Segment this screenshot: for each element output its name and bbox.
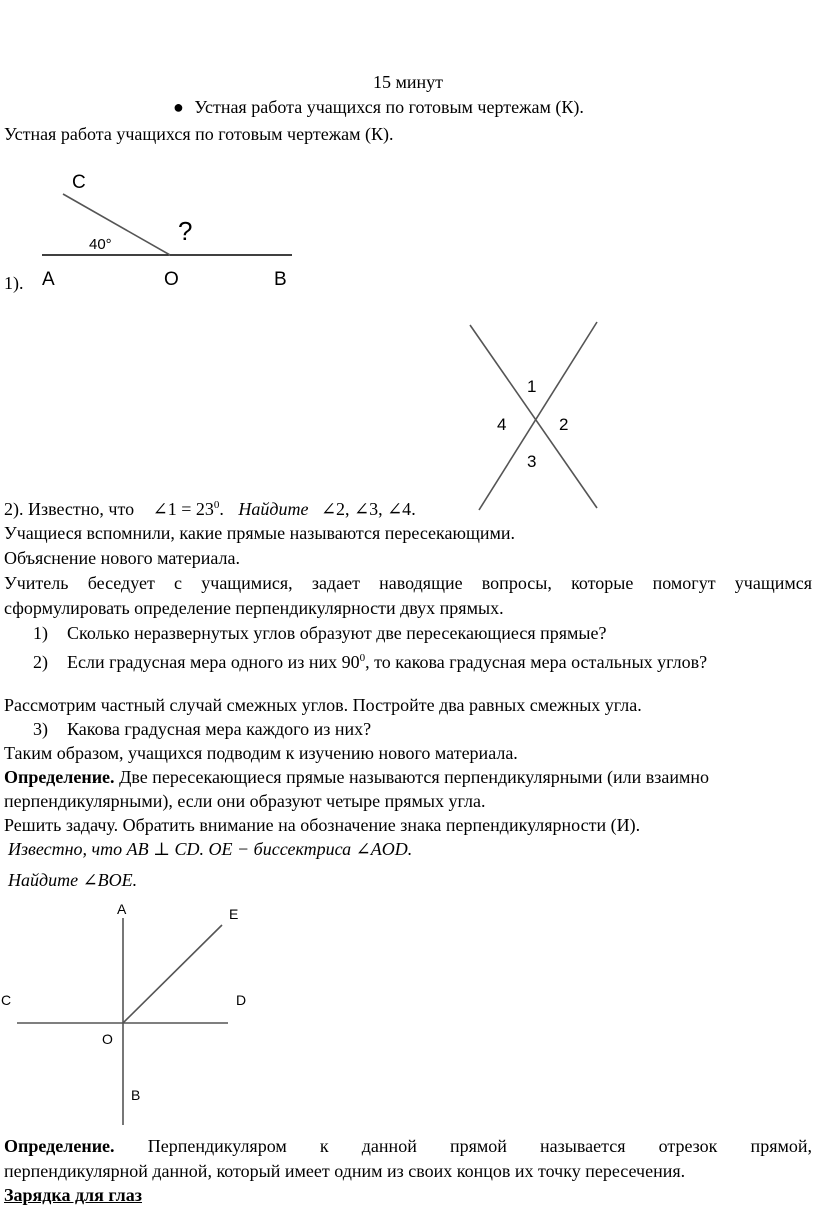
question-1-text: Сколько неразвернутых углов образуют две пересекающиеся прямые? [67, 623, 607, 643]
task2-find-angles: ∠2, ∠3, ∠4 [320, 499, 412, 519]
point-label-o: O [102, 1031, 113, 1047]
point-label-c: C [72, 172, 86, 193]
task2-given-value: ∠1 = 23 [152, 499, 214, 519]
definition-1-line1: Две пересекающиеся прямые называются перпендикулярными (или взаимно [114, 767, 709, 787]
paragraph-adjacent-angles: Рассмотрим частный случай смежных углов. Постройте два равных смежных угла. [4, 695, 642, 715]
point-label-c: C [1, 992, 12, 1008]
question-2-text-post: , то какова градусная мера остальных углов? [365, 652, 708, 672]
paragraph-teacher-line2: сформулировать определение перпендикулярности двух прямых. [4, 598, 504, 618]
definition-2-title: Определение. [4, 1136, 115, 1156]
question-3-number: 3) [33, 719, 48, 739]
bullet-item-text: Устная работа учащихся по готовым чертежам (К). [194, 97, 584, 117]
paragraph-conclusion: Таким образом, учащихся подводим к изучению нового материала. [4, 743, 518, 763]
definition-2-line2: перпендикулярной данной, который имеет одним из своих концов их точку пересечения. [4, 1161, 686, 1181]
definition-perpendicular-segment-line1 [4, 1135, 812, 1157]
definition-1-title: Определение. [4, 767, 115, 787]
point-label-b: B [274, 269, 287, 290]
paragraph-solve-task: Решить задачу. Обратить внимание на обозначение знака перпендикулярности (И). [4, 815, 641, 835]
eye-exercise-heading [4, 1184, 142, 1206]
point-label-a: A [42, 269, 55, 290]
ray-oe [123, 925, 222, 1023]
question-mark: ? [178, 216, 193, 246]
task2-given-degree: 0 [213, 499, 220, 511]
point-label-d: D [236, 992, 247, 1008]
angle-label-1: 1 [527, 377, 537, 396]
angle-label-40: 40° [89, 236, 112, 253]
paragraph-teacher-line1: Учитель беседует с учащимися, задает наводящие вопросы, которые помогут учащимся [4, 573, 812, 593]
question-3-text: Какова градусная мера каждого из них? [67, 719, 372, 739]
question-2-degree: 0 [359, 652, 366, 664]
point-label-b: B [131, 1087, 141, 1103]
task2-given-end: . [219, 499, 224, 519]
problem-given: Известно, что AB ⊥ CD. OE − биссектриса ∠AOD. [8, 839, 413, 859]
task2-find-word: Найдите [238, 499, 309, 519]
question-1-number: 1) [33, 623, 48, 643]
angle-label-2: 2 [559, 415, 569, 434]
duration-heading: 15 минут [372, 72, 444, 92]
oral-work-line: Устная работа учащихся по готовым чертежам (К). [4, 124, 394, 144]
question-2-number: 2) [33, 652, 48, 672]
task2-prefix: 2). Известно, что [4, 499, 135, 519]
angle-label-4: 4 [497, 415, 507, 434]
question-2-text-pre: Если градусная мера одного из них 90 [67, 652, 360, 672]
definition-1-line2: перпендикулярными), если они образуют четыре прямых угла. [4, 791, 486, 811]
task2-find-end: . [411, 499, 416, 519]
eye-exercise-text: Зарядка для глаз [4, 1185, 142, 1205]
point-label-a: A [117, 901, 127, 917]
problem-find: Найдите ∠BOE. [8, 870, 138, 890]
task1-label: 1). [4, 273, 24, 293]
point-label-o: O [164, 269, 179, 290]
definition-2-line1: Перпендикуляром к данной прямой называется отрезок прямой, [114, 1136, 812, 1156]
point-label-e: E [229, 906, 239, 922]
paragraph-new-material: Объяснение нового материала. [4, 548, 241, 568]
bullet-dot: ● [173, 97, 184, 117]
angle-label-3: 3 [527, 452, 537, 471]
paragraph-recall: Учащиеся вспомнили, какие прямые называются пересекающими. [4, 523, 515, 543]
